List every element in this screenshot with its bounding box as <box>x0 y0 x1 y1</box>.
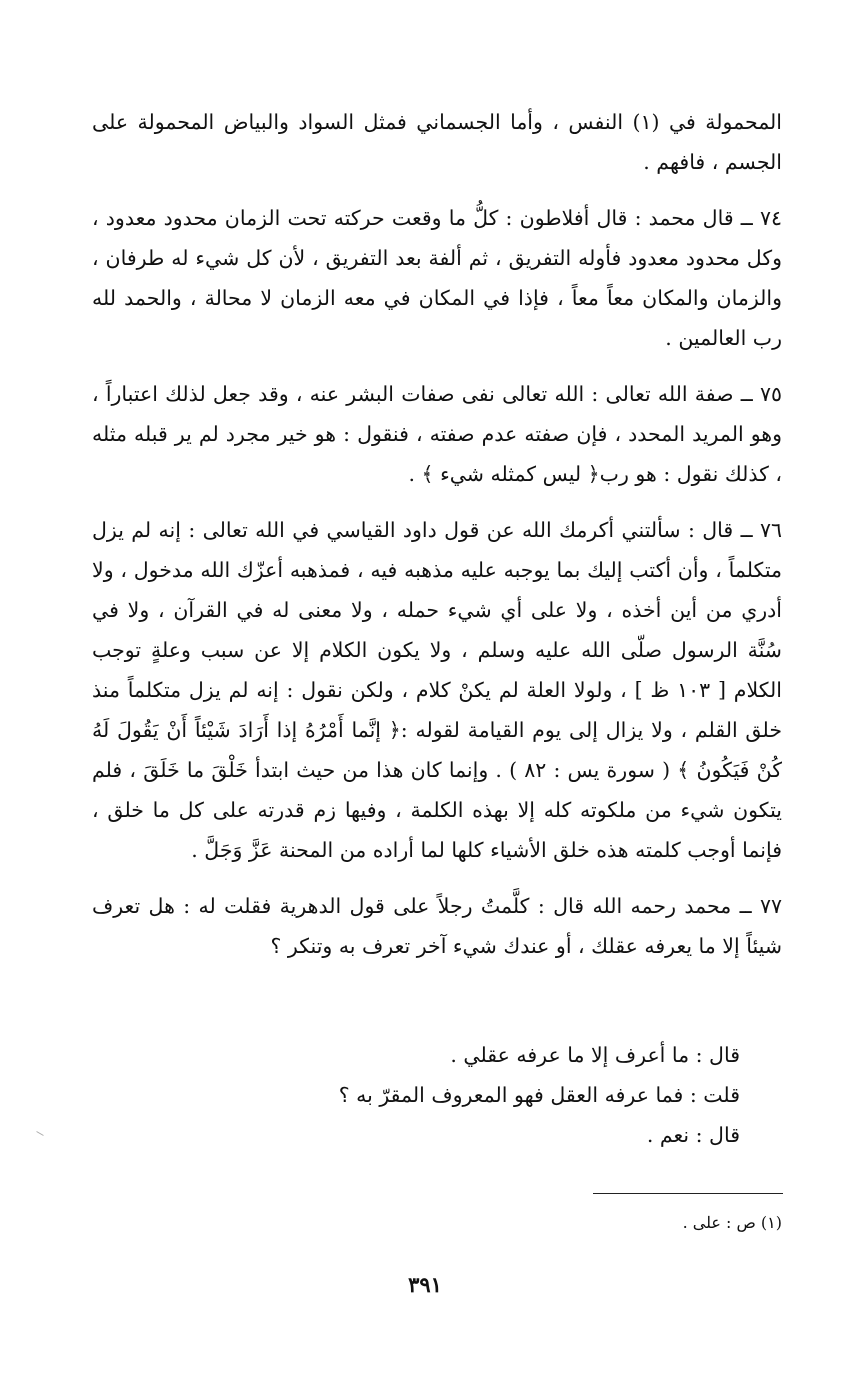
dialogue-line: قال : نعم . <box>646 1123 740 1147</box>
paragraph: ٧٧ ــ محمد رحمه الله قال : كلَّمتُ رجلاً على قول الدهرية فقلت له : هل تعرف شيئاً إلا ما يعرفه عقلك ، أو عندك شيء آخر تعرف به وتنكر ؟ <box>92 894 782 958</box>
paragraph: ٧٤ ــ قال محمد : قال أفلاطون : كلُّ ما وقعت حركته تحت الزمان محدود معدود ، وكل محدود معدود فأوله التفريق ، ثم ألفة بعد التفريق ، لأن كل شيء له طرفان ، والزمان والمكان معاً معاً ، فإذا في المكان في معه الزمان لا محالة ، والحمد لله رب العالمين . <box>92 206 782 350</box>
margin-mark <box>36 1131 43 1136</box>
body-text <box>92 102 782 982</box>
paragraph: ٧٥ ــ صفة الله تعالى : الله تعالى نفى صفات البشر عنه ، وقد جعل لذلك اعتباراً ، وهو المريد المحدد ، فإن صفته عدم صفته ، فنقول : هو خير مجرد لم ير قبله مثله ، كذلك نقول : هو رب﴿ ليس كمثله شيء ﴾ . <box>92 382 782 486</box>
footnote: (١) ص : على . <box>682 1213 782 1232</box>
paragraph: ٧٦ ــ قال : سألتني أكرمك الله عن قول داود القياسي في الله تعالى : إنه لم يزل متكلماً ، وأن أكتب إليك بما يوجبه عليه مذهبه فيه ، فمذهبه أعزّك الله مدخول ، ولا أدري من أين أخذه ، ولا على أي شيء حمله ، ولا معنى له في القرآن ، ولا في سُنَّة الرسول صلّى الله عليه وسلم ، ولا يكون الكلام إلا عن سبب وعلةٍ توجب الكلام [ ١٠٣ ظ ] ، ولولا العلة لم يكنْ كلام ، ولكن نقول : إنه لم يزل متكلماً منذ خلق القلم ، ولا يزال إلى يوم القيامة لقوله :﴿ إنَّما أَمْرُهُ إذا أَرَادَ شَيْئاً أَنْ يَقُولَ لَهُ كُنْ فَيَكُونُ ﴾ ( سورة يس : ٨٢ ) . وإنما كان هذا من حيث ابتدأ خَلْقَ ما خَلَقَ ، فلم يتكون شيء من ملكوته كله إلا بهذه الكلمة ، وفيها زم قدرته على كل ما خلق ، فإنما أوجب كلمته هذه خلق الأشياء كلها لما أراده من المحنة عَزَّ وَجَلَّ . <box>92 518 782 862</box>
footnote-divider <box>593 1193 783 1194</box>
page-number: ٣٩١ <box>408 1272 442 1297</box>
dialogue-block <box>220 1035 740 1155</box>
dialogue-line: قال : ما أعرف إلا ما عرفه عقلي . <box>450 1043 740 1067</box>
dialogue-line: قلت : فما عرفه العقل فهو المعروف المقرّ به ؟ <box>338 1083 740 1107</box>
paragraph: المحمولة في (١) النفس ، وأما الجسماني فمثل السواد والبياض المحمولة على الجسم ، فافهم . <box>92 110 782 174</box>
